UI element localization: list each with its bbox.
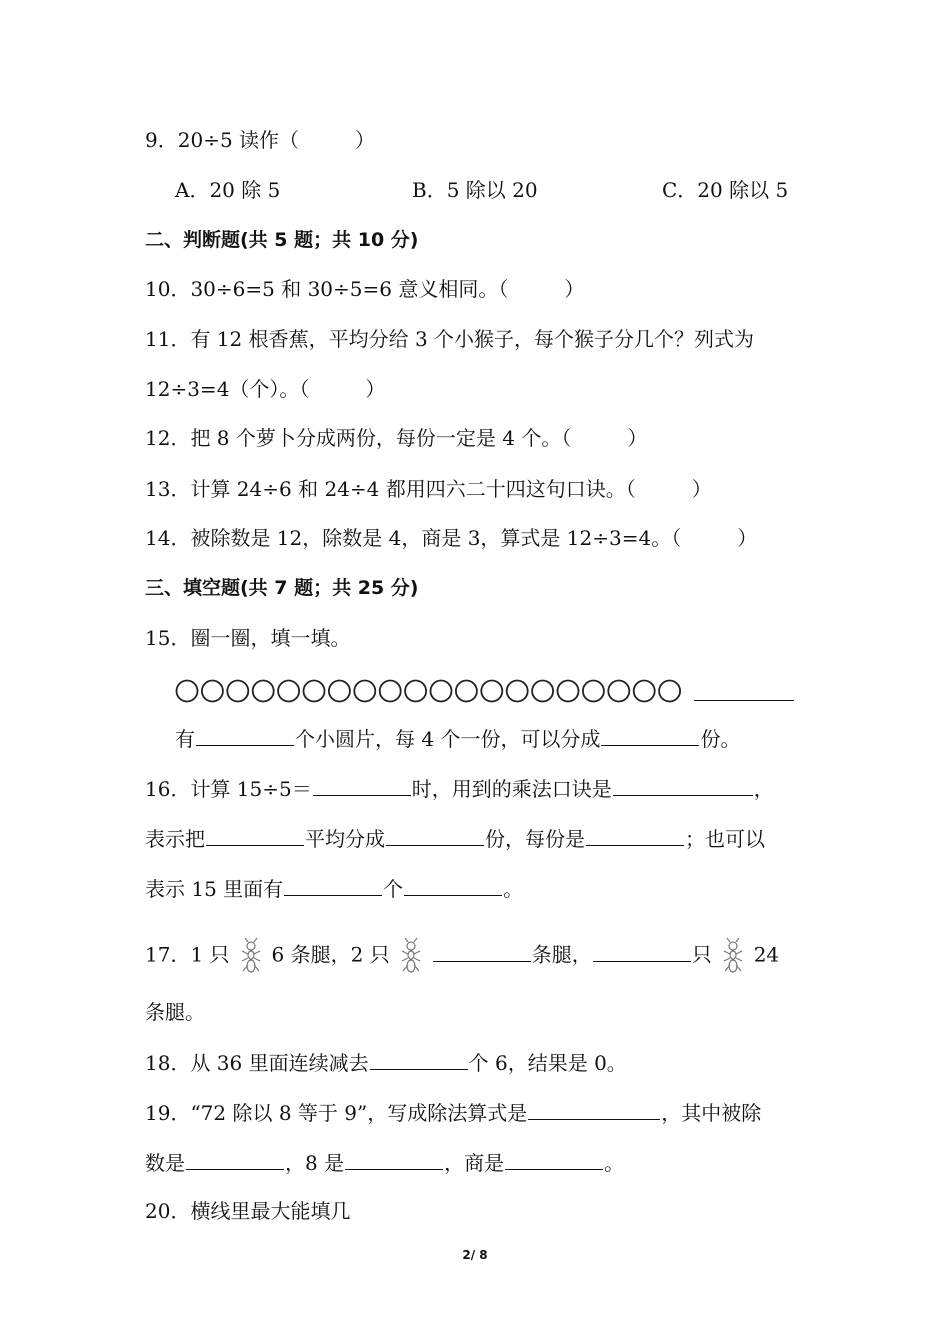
- q9-text: 20÷5 读作（: [177, 128, 300, 152]
- small-circle[interactable]: [380, 681, 401, 702]
- small-circle[interactable]: [583, 681, 604, 702]
- answer-blank[interactable]: [433, 941, 531, 962]
- small-circle[interactable]: [227, 681, 248, 702]
- question-17-line2: 条腿。: [145, 1000, 205, 1024]
- small-circle[interactable]: [329, 681, 350, 702]
- question-12: 12．把 8 个萝卜分成两份，每份一定是 4 个。（ ）: [145, 426, 648, 450]
- page-number: 2/ 8: [462, 1248, 488, 1262]
- answer-blank[interactable]: [345, 1149, 443, 1170]
- answer-blank[interactable]: [196, 725, 294, 746]
- question-16-line3: 表示 15 里面有 个 。: [145, 877, 524, 901]
- circle-answer-blank[interactable]: [694, 680, 794, 701]
- small-circle[interactable]: [558, 681, 579, 702]
- q9-option-a[interactable]: A．20 除 5: [175, 178, 281, 202]
- question-18: 18．从 36 里面连续减去 个 6，结果是 0。: [145, 1051, 627, 1075]
- question-15-title: 15．圈一圈，填一填。: [145, 626, 351, 650]
- ant-icon: [398, 937, 424, 975]
- answer-blank[interactable]: [370, 1049, 468, 1070]
- question-13: 13．计算 24÷6 和 24÷4 都用四六二十四这句口诀。（ ）: [145, 477, 712, 501]
- question-15-fill: 有 个小圆片，每 4 个一份，可以分成 份。: [175, 727, 741, 751]
- answer-blank[interactable]: [613, 775, 753, 796]
- small-circle[interactable]: [278, 681, 299, 702]
- small-circle[interactable]: [177, 681, 198, 702]
- small-circle[interactable]: [405, 681, 426, 702]
- question-14: 14．被除数是 12，除数是 4，商是 3，算式是 12÷3=4。（ ）: [145, 526, 758, 550]
- question-11-line1: 11．有 12 根香蕉，平均分给 3 个小猴子，每个猴子分几个？列式为: [145, 327, 755, 351]
- small-circle[interactable]: [507, 681, 528, 702]
- answer-blank[interactable]: [505, 1149, 603, 1170]
- small-circle[interactable]: [608, 681, 629, 702]
- question-20: 20．横线里最大能填几: [145, 1199, 351, 1223]
- question-9: 9．20÷5 读作（ ）: [145, 128, 376, 152]
- question-17-line1: 17．1 只 6 条腿，2 只 条腿， 只 24: [145, 937, 779, 975]
- question-16-line1: 16．计算 15÷5＝ 时，用到的乘法口诀是 ，: [145, 777, 774, 801]
- small-circle[interactable]: [532, 681, 553, 702]
- question-11-line2: 12÷3=4（个）。（ ）: [145, 377, 386, 401]
- question-19-line2: 数是 ，8 是 ，商是 。: [145, 1151, 625, 1175]
- ant-icon: [238, 937, 264, 975]
- question-19-line1: 19．“72 除以 8 等于 9”，写成除法算式是 ，其中被除: [145, 1101, 762, 1125]
- answer-blank[interactable]: [404, 875, 502, 896]
- q9-option-b[interactable]: B．5 除以 20: [412, 178, 538, 202]
- small-circle[interactable]: [634, 681, 655, 702]
- small-circle[interactable]: [304, 681, 325, 702]
- section-2-heading: 二、判断题(共 5 题；共 10 分): [145, 229, 419, 251]
- answer-blank[interactable]: [601, 725, 699, 746]
- ant-icon: [720, 937, 746, 975]
- small-circle[interactable]: [659, 681, 680, 702]
- q9-number: 9．: [145, 128, 178, 152]
- small-circle[interactable]: [253, 681, 274, 702]
- small-circle[interactable]: [481, 681, 502, 702]
- q9-option-c[interactable]: C．20 除以 5: [662, 178, 789, 202]
- answer-blank[interactable]: [313, 775, 411, 796]
- answer-blank[interactable]: [386, 825, 484, 846]
- answer-blank[interactable]: [284, 875, 382, 896]
- section-3-heading: 三、填空题(共 7 题；共 25 分): [145, 577, 419, 599]
- question-16-line2: 表示把 平均分成 份，每份是 ；也可以: [145, 827, 765, 851]
- answer-blank[interactable]: [528, 1099, 660, 1120]
- question-10: 10．30÷6=5 和 30÷5=6 意义相同。（ ）: [145, 277, 585, 301]
- answer-blank[interactable]: [586, 825, 684, 846]
- answer-blank[interactable]: [593, 941, 691, 962]
- circle-row: [175, 677, 690, 705]
- small-circle[interactable]: [354, 681, 375, 702]
- answer-blank[interactable]: [206, 825, 304, 846]
- small-circle[interactable]: [431, 681, 452, 702]
- small-circle[interactable]: [202, 681, 223, 702]
- small-circle[interactable]: [456, 681, 477, 702]
- answer-blank[interactable]: [186, 1149, 284, 1170]
